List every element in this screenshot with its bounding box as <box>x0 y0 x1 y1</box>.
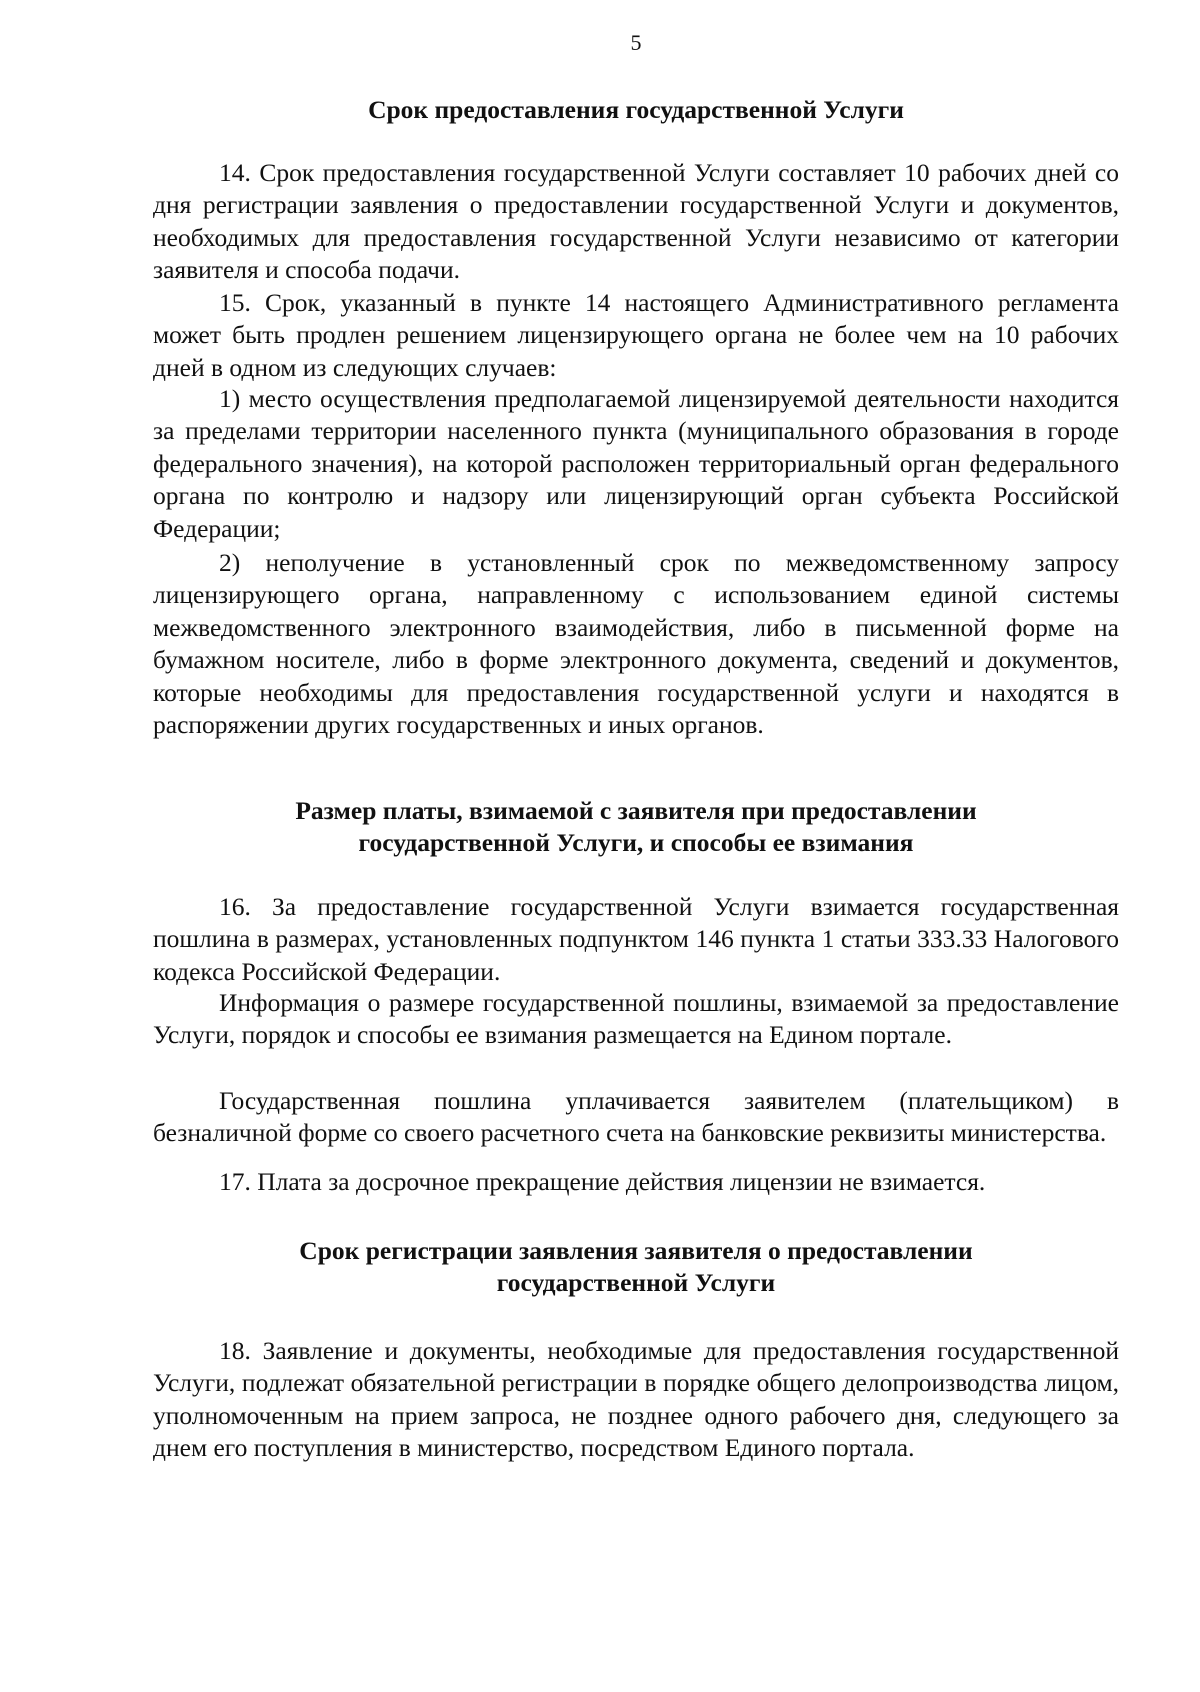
paragraph-14: 14. Срок предоставления государственной Услуги составляет 10 рабочих дней со дня регистрации заявления о предоставлении государственной Услуги и документов, необходимых для предоставления государственной Услуги независимо от категории заявителя и способа подачи. <box>153 158 1119 285</box>
paragraph-15: 15. Срок, указанный в пункте 14 настоящего Административного регламента может быть продлен решением лицензирующего органа не более чем на 10 рабочих дней в одном из следующих случаев: <box>153 288 1119 382</box>
section-heading-registration-line-1: Срок регистрации заявления заявителя о предоставлении <box>299 1236 973 1265</box>
paragraph-16: 16. За предоставление государственной Услуги взимается государственная пошлина в размерах, установленных подпунктом 146 пункта 1 статьи 333.33 Налогового кодекса Российской Федерации. <box>153 892 1119 986</box>
paragraph-17: 17. Плата за досрочное прекращение действия лицензии не взимается. <box>219 1167 986 1196</box>
section-heading-fee-line-1: Размер платы, взимаемой с заявителя при предоставлении <box>295 796 977 825</box>
paragraph-15-item-2: 2) неполучение в установленный срок по межведомственному запросу лицензирующего органа, направленному с использованием единой системы межведомственного электронного взаимодействия, либо в письменной форме на бумажном носителе, либо в форме электронного документа, сведений и документов, которые необходимы для предоставления государственной услуги и находятся в распоряжении других государственных и иных органов. <box>153 548 1119 740</box>
section-heading-registration-line-2: государственной Услуги <box>496 1268 776 1297</box>
section-heading-term: Срок предоставления государственной Услуги <box>368 95 904 124</box>
document-page <box>153 0 1119 1692</box>
paragraph-fee-info: Информация о размере государственной пошлины, взимаемой за предоставление Услуги, порядок и способы ее взимания размещается на Едином портале. <box>153 988 1119 1050</box>
page-number: 5 <box>630 30 642 55</box>
paragraph-fee-payment: Государственная пошлина уплачивается заявителем (плательщиком) в безналичной форме со своего расчетного счета на банковские реквизиты министерства. <box>153 1086 1119 1148</box>
paragraph-15-item-1: 1) место осуществления предполагаемой лицензируемой деятельности находится за пределами территории населенного пункта (муниципального образования в городе федерального значения), на которой расположен территориальный орган федерального органа по контролю и надзору или лицензирующий орган субъекта Российской Федерации; <box>153 384 1119 543</box>
paragraph-18: 18. Заявление и документы, необходимые для предоставления государственной Услуги, подлежат обязательной регистрации в порядке общего делопроизводства лицом, уполномоченным на прием запроса, не позднее одного рабочего дня, следующего за днем его поступления в министерство, посредством Единого портала. <box>153 1336 1119 1463</box>
section-heading-fee-line-2: государственной Услуги, и способы ее взимания <box>358 828 914 857</box>
